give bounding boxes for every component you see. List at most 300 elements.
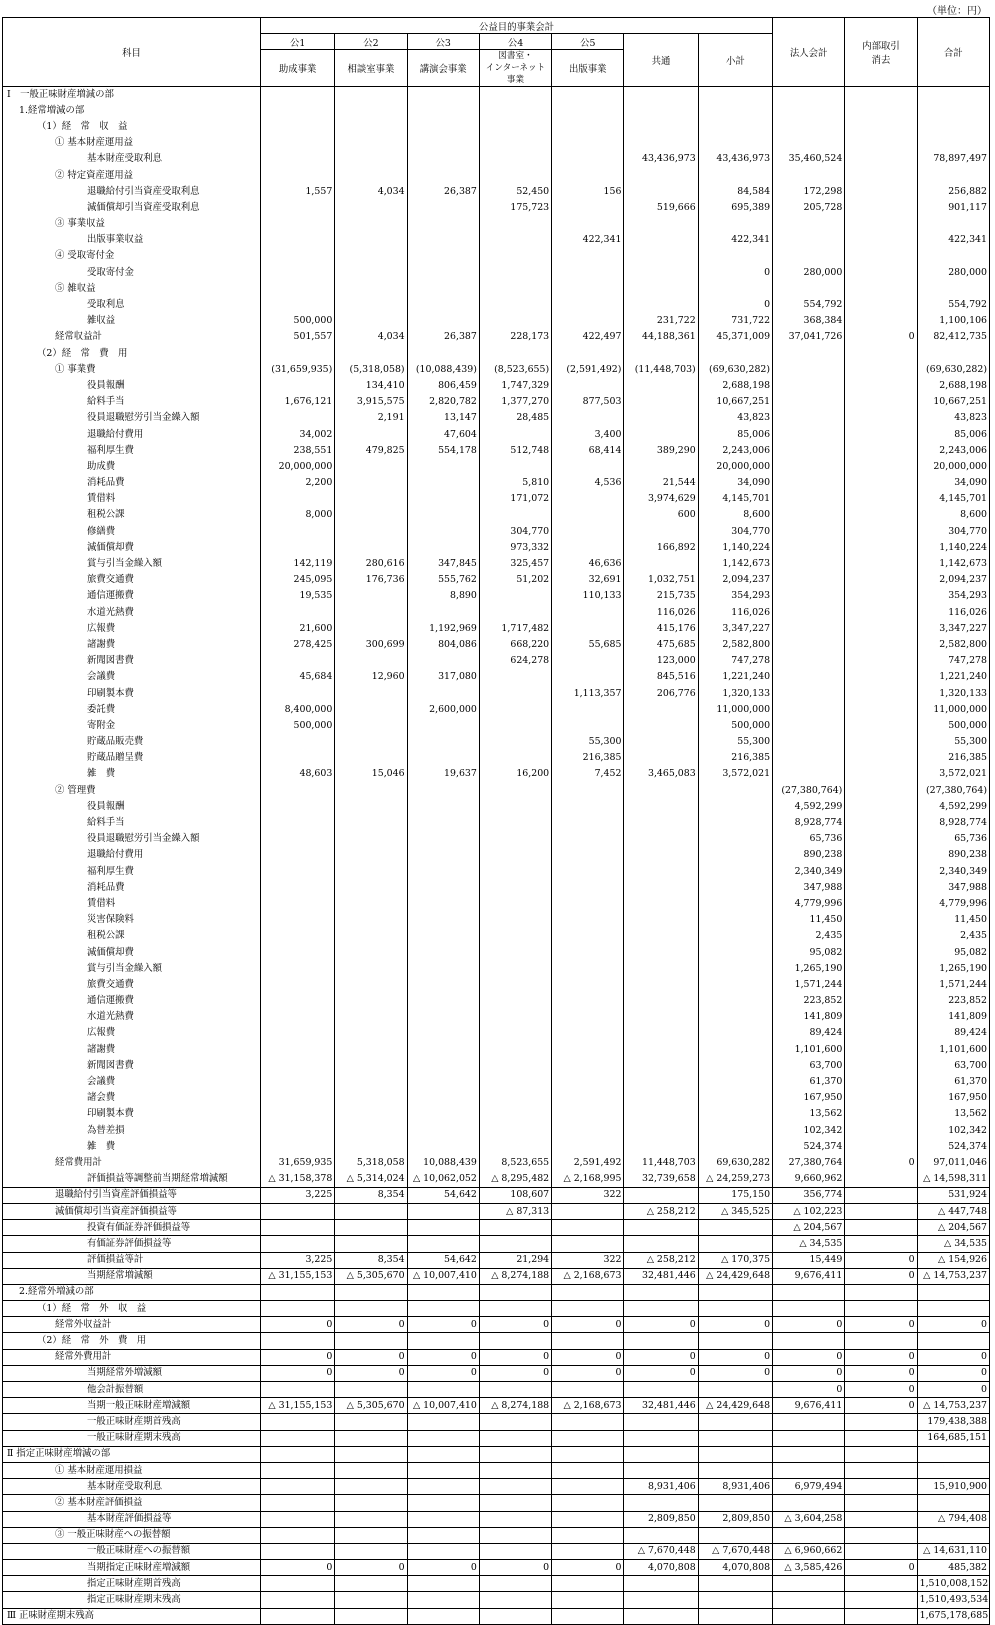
cell-value: 0 — [773, 1317, 845, 1333]
cell-value — [552, 1479, 624, 1495]
cell-value: (27,380,764) — [773, 783, 845, 799]
cell-value: △ 31,158,378 — [261, 1171, 335, 1187]
cell-value — [552, 1123, 624, 1139]
cell-value — [479, 1123, 551, 1139]
cell-value — [624, 556, 698, 572]
cell-value: 68,414 — [552, 443, 624, 459]
cell-value — [261, 1220, 335, 1236]
cell-value: 1,140,224 — [698, 540, 772, 556]
cell-value — [479, 1106, 551, 1122]
cell-value: 1,265,190 — [773, 961, 845, 977]
cell-value — [261, 524, 335, 540]
cell-value: 55,300 — [698, 734, 772, 750]
cell-value — [335, 248, 407, 264]
table-row — [3, 507, 990, 523]
cell-value: 1,101,600 — [773, 1042, 845, 1058]
cell-value — [698, 912, 772, 928]
cell-value: 8,928,774 — [773, 815, 845, 831]
cell-value — [845, 1592, 917, 1608]
cell-value: △ 24,259,273 — [698, 1171, 772, 1187]
row-label: 基本財産受取利息 — [3, 151, 261, 167]
cell-value: 415,176 — [624, 621, 698, 637]
cell-value — [407, 1220, 479, 1236]
cell-value — [552, 1527, 624, 1543]
cell-value — [479, 1284, 551, 1300]
cell-value — [479, 507, 551, 523]
cell-value — [845, 1446, 917, 1462]
cell-value — [552, 540, 624, 556]
cell-value: 0 — [698, 1317, 772, 1333]
row-label: ② 基本財産評価損益 — [3, 1495, 261, 1511]
cell-value — [773, 718, 845, 734]
table-row — [3, 1171, 990, 1187]
unit-note: （単位：円） — [927, 6, 987, 17]
cell-value — [335, 1284, 407, 1300]
cell-value — [479, 459, 551, 475]
cell-value — [479, 1576, 551, 1592]
cell-value — [335, 750, 407, 766]
cell-value — [773, 766, 845, 782]
cell-value — [335, 1333, 407, 1349]
cell-value: 0 — [335, 1560, 407, 1576]
cell-value — [552, 1414, 624, 1430]
cell-value: 8,890 — [407, 588, 479, 604]
row-label: 退職給付引当資産評価損益等 — [3, 1187, 261, 1203]
cell-value — [845, 556, 917, 572]
cell-value — [624, 1495, 698, 1511]
cell-value: 89,424 — [773, 1025, 845, 1041]
row-label: （2）経 常 費 用 — [3, 346, 261, 362]
cell-value — [845, 1058, 917, 1074]
cell-value — [845, 637, 917, 653]
row-label: 受取利息 — [3, 297, 261, 313]
cell-value — [845, 1301, 917, 1317]
row-label: 当期指定正味財産増減額 — [3, 1560, 261, 1576]
cell-value: 4,592,299 — [917, 799, 989, 815]
cell-value — [552, 1284, 624, 1300]
cell-value — [773, 475, 845, 491]
cell-value — [773, 410, 845, 426]
row-label: 諸謝費 — [3, 637, 261, 653]
cell-value — [335, 1220, 407, 1236]
cell-value — [698, 864, 772, 880]
cell-value — [407, 475, 479, 491]
cell-value — [407, 1414, 479, 1430]
table-row — [3, 524, 990, 540]
cell-value — [552, 507, 624, 523]
cell-value — [624, 831, 698, 847]
cell-value — [552, 281, 624, 297]
cell-value: 2,582,800 — [698, 637, 772, 653]
cell-value: 347,845 — [407, 556, 479, 572]
cell-value — [845, 783, 917, 799]
row-label: 有価証券評価損益等 — [3, 1236, 261, 1252]
cell-value — [407, 961, 479, 977]
cell-value — [698, 928, 772, 944]
table-row — [3, 1268, 990, 1284]
cell-value — [479, 1511, 551, 1527]
cell-value — [261, 491, 335, 507]
statement-table — [2, 17, 990, 1625]
cell-value — [917, 1462, 989, 1478]
cell-value — [845, 961, 917, 977]
cell-value — [335, 1042, 407, 1058]
cell-value — [407, 1090, 479, 1106]
cell-value — [335, 346, 407, 362]
cell-value — [773, 426, 845, 442]
cell-value: 26,387 — [407, 184, 479, 200]
cell-value: 1,557 — [261, 184, 335, 200]
cell-value: 141,809 — [773, 1009, 845, 1025]
cell-value: 61,370 — [917, 1074, 989, 1090]
cell-value — [261, 1543, 335, 1559]
cell-value — [552, 1333, 624, 1349]
cell-value — [552, 1139, 624, 1155]
cell-value: 82,412,735 — [917, 329, 989, 345]
cell-value: 175,150 — [698, 1187, 772, 1203]
cell-value — [845, 297, 917, 313]
cell-value — [845, 184, 917, 200]
cell-value — [845, 977, 917, 993]
cell-value: 280,000 — [773, 265, 845, 281]
table-row — [3, 1025, 990, 1041]
cell-value: △ 10,007,410 — [407, 1268, 479, 1284]
cell-value — [335, 103, 407, 119]
cell-value: 0 — [845, 1155, 917, 1171]
cell-value — [407, 103, 479, 119]
row-label: Ⅱ 指定正味財産増減の部 — [3, 1446, 261, 1462]
cell-value: 1,101,600 — [917, 1042, 989, 1058]
row-label: 経常費用計 — [3, 1155, 261, 1171]
cell-value: △ 87,313 — [479, 1203, 551, 1219]
cell-value: 422,341 — [917, 232, 989, 248]
cell-value — [845, 1139, 917, 1155]
cell-value: 123,000 — [624, 653, 698, 669]
cell-value — [335, 1495, 407, 1511]
cell-value — [773, 1301, 845, 1317]
row-label: Ⅰ 一般正味財産増減の部 — [3, 87, 261, 103]
cell-value — [479, 1090, 551, 1106]
cell-value — [698, 880, 772, 896]
cell-value — [552, 605, 624, 621]
cell-value — [845, 1576, 917, 1592]
cell-value: 2,820,782 — [407, 394, 479, 410]
cell-value: 43,436,973 — [624, 151, 698, 167]
row-label: 印刷製本費 — [3, 685, 261, 701]
header-total: 合計 — [917, 18, 989, 87]
cell-value — [698, 87, 772, 103]
cell-value — [261, 1608, 335, 1624]
cell-value — [624, 248, 698, 264]
cell-value — [845, 621, 917, 637]
cell-value — [335, 912, 407, 928]
cell-value — [773, 232, 845, 248]
row-label: 役員報酬 — [3, 378, 261, 394]
cell-value — [261, 410, 335, 426]
cell-value: △ 8,274,188 — [479, 1268, 551, 1284]
cell-value: 223,852 — [917, 993, 989, 1009]
cell-value — [335, 685, 407, 701]
cell-value: 422,341 — [552, 232, 624, 248]
cell-value: 5,318,058 — [335, 1155, 407, 1171]
cell-value — [261, 1025, 335, 1041]
cell-value — [335, 734, 407, 750]
cell-value — [407, 524, 479, 540]
cell-value — [479, 669, 551, 685]
cell-value — [845, 1203, 917, 1219]
table-row — [3, 702, 990, 718]
cell-value — [407, 1527, 479, 1543]
row-label: 減価償却引当資産評価損益等 — [3, 1203, 261, 1219]
cell-value — [552, 248, 624, 264]
cell-value: (31,659,935) — [261, 362, 335, 378]
cell-value: 0 — [845, 1365, 917, 1381]
cell-value — [479, 1462, 551, 1478]
cell-value: 0 — [624, 1317, 698, 1333]
cell-value — [479, 103, 551, 119]
cell-value: 89,424 — [917, 1025, 989, 1041]
cell-value: 78,897,497 — [917, 151, 989, 167]
cell-value: 500,000 — [917, 718, 989, 734]
cell-value — [261, 1074, 335, 1090]
cell-value — [335, 200, 407, 216]
cell-value — [261, 831, 335, 847]
table-row — [3, 783, 990, 799]
cell-value: 108,607 — [479, 1187, 551, 1203]
cell-value: 845,516 — [624, 669, 698, 685]
cell-value — [698, 783, 772, 799]
cell-value: 32,481,446 — [624, 1268, 698, 1284]
cell-value — [624, 1592, 698, 1608]
cell-value: 347,988 — [773, 880, 845, 896]
header-business-name: 助成事業 — [261, 50, 335, 87]
cell-value: 0 — [479, 1365, 551, 1381]
cell-value — [917, 167, 989, 183]
cell-value: 0 — [917, 1382, 989, 1398]
cell-value — [261, 799, 335, 815]
cell-value: 4,779,996 — [917, 896, 989, 912]
table-row — [3, 475, 990, 491]
cell-value: 223,852 — [773, 993, 845, 1009]
cell-value — [407, 248, 479, 264]
cell-value — [698, 1123, 772, 1139]
cell-value: 8,354 — [335, 1252, 407, 1268]
cell-value — [624, 1576, 698, 1592]
row-label: 広報費 — [3, 621, 261, 637]
cell-value: 2,582,800 — [917, 637, 989, 653]
cell-value — [698, 977, 772, 993]
cell-value: 0 — [845, 1317, 917, 1333]
cell-value — [479, 702, 551, 718]
cell-value — [624, 993, 698, 1009]
cell-value: 278,425 — [261, 637, 335, 653]
row-label: ① 基本財産運用益 — [3, 135, 261, 151]
table-row — [3, 1430, 990, 1446]
cell-value: 102,342 — [773, 1123, 845, 1139]
cell-value — [261, 1462, 335, 1478]
cell-value — [261, 912, 335, 928]
cell-value — [624, 896, 698, 912]
cell-value — [261, 864, 335, 880]
cell-value — [479, 1139, 551, 1155]
cell-value — [698, 831, 772, 847]
cell-value — [698, 167, 772, 183]
cell-value: 231,722 — [624, 313, 698, 329]
cell-value — [624, 1284, 698, 1300]
cell-value: (11,448,703) — [624, 362, 698, 378]
cell-value: 0 — [845, 329, 917, 345]
cell-value — [335, 896, 407, 912]
cell-value: 3,572,021 — [698, 766, 772, 782]
header-business-name: 相談室事業 — [335, 50, 407, 87]
cell-value: △ 31,155,153 — [261, 1268, 335, 1284]
cell-value: 55,300 — [917, 734, 989, 750]
cell-value: 3,400 — [552, 426, 624, 442]
cell-value: 8,600 — [698, 507, 772, 523]
row-label: 一般正味財産期首残高 — [3, 1414, 261, 1430]
header-public-group: 公益目的事業会計 — [261, 18, 773, 34]
table-row — [3, 912, 990, 928]
cell-value: 8,928,774 — [917, 815, 989, 831]
cell-value — [407, 346, 479, 362]
cell-value — [845, 864, 917, 880]
cell-value — [698, 1106, 772, 1122]
cell-value: △ 3,585,426 — [773, 1560, 845, 1576]
cell-value — [845, 1511, 917, 1527]
cell-value — [335, 880, 407, 896]
cell-value — [773, 653, 845, 669]
cell-value: 8,600 — [917, 507, 989, 523]
cell-value — [698, 1009, 772, 1025]
cell-value — [335, 1608, 407, 1624]
cell-value — [335, 815, 407, 831]
cell-value — [845, 928, 917, 944]
cell-value — [773, 1495, 845, 1511]
cell-value: 1,265,190 — [917, 961, 989, 977]
header-business-name: 講演会事業 — [407, 50, 479, 87]
cell-value: 519,666 — [624, 200, 698, 216]
cell-value — [335, 540, 407, 556]
table-row — [3, 799, 990, 815]
cell-value: 28,485 — [479, 410, 551, 426]
cell-value: 3,225 — [261, 1187, 335, 1203]
row-label: 役員退職慰労引当金繰入額 — [3, 831, 261, 847]
cell-value — [624, 524, 698, 540]
cell-value: 4,779,996 — [773, 896, 845, 912]
cell-value — [698, 1576, 772, 1592]
cell-value: 8,931,406 — [698, 1479, 772, 1495]
cell-value — [335, 151, 407, 167]
cell-value — [698, 1414, 772, 1430]
row-label: 当期一般正味財産増減額 — [3, 1398, 261, 1414]
cell-value: △ 5,305,670 — [335, 1398, 407, 1414]
cell-value — [552, 912, 624, 928]
cell-value — [624, 1446, 698, 1462]
cell-value: 1,675,178,685 — [917, 1608, 989, 1624]
cell-value — [335, 718, 407, 734]
cell-value — [261, 1511, 335, 1527]
table-row — [3, 443, 990, 459]
cell-value — [479, 912, 551, 928]
cell-value — [917, 1284, 989, 1300]
cell-value — [845, 1527, 917, 1543]
cell-value — [552, 119, 624, 135]
cell-value: 1,320,133 — [917, 685, 989, 701]
cell-value: 2,340,349 — [917, 864, 989, 880]
cell-value — [261, 685, 335, 701]
cell-value — [773, 734, 845, 750]
cell-value — [407, 815, 479, 831]
cell-value — [335, 831, 407, 847]
cell-value: 300,699 — [335, 637, 407, 653]
cell-value: △ 10,062,052 — [407, 1171, 479, 1187]
cell-value: 1,747,329 — [479, 378, 551, 394]
header-code: 公3 — [407, 34, 479, 50]
cell-value: 347,988 — [917, 880, 989, 896]
table-row — [3, 329, 990, 345]
table-row — [3, 1252, 990, 1268]
cell-value: 304,770 — [479, 524, 551, 540]
cell-value: 8,523,655 — [479, 1155, 551, 1171]
cell-value — [845, 766, 917, 782]
cell-value — [407, 1042, 479, 1058]
cell-value — [624, 1025, 698, 1041]
cell-value: 10,667,251 — [917, 394, 989, 410]
cell-value — [335, 524, 407, 540]
table-row — [3, 378, 990, 394]
cell-value: 2,094,237 — [698, 572, 772, 588]
cell-value: 0 — [773, 1365, 845, 1381]
cell-value: 4,145,701 — [698, 491, 772, 507]
cell-value: (5,318,058) — [335, 362, 407, 378]
cell-value — [407, 1592, 479, 1608]
row-label: 指定正味財産期首残高 — [3, 1576, 261, 1592]
cell-value — [407, 977, 479, 993]
cell-value — [917, 135, 989, 151]
cell-value — [552, 1025, 624, 1041]
cell-value — [479, 232, 551, 248]
cell-value — [479, 1220, 551, 1236]
cell-value — [845, 734, 917, 750]
row-label: 会議費 — [3, 669, 261, 685]
cell-value: △ 2,168,995 — [552, 1171, 624, 1187]
table-row — [3, 1462, 990, 1478]
cell-value — [773, 1576, 845, 1592]
cell-value — [261, 378, 335, 394]
table-row — [3, 410, 990, 426]
cell-value — [552, 1576, 624, 1592]
cell-value: 65,736 — [917, 831, 989, 847]
cell-value — [335, 1382, 407, 1398]
cell-value — [773, 1333, 845, 1349]
cell-value — [335, 977, 407, 993]
cell-value: △ 794,408 — [917, 1511, 989, 1527]
cell-value — [845, 1430, 917, 1446]
cell-value — [335, 281, 407, 297]
cell-value: 0 — [261, 1365, 335, 1381]
cell-value — [552, 1608, 624, 1624]
cell-value: 171,072 — [479, 491, 551, 507]
cell-value: 2,688,198 — [698, 378, 772, 394]
cell-value — [479, 135, 551, 151]
cell-value — [407, 1123, 479, 1139]
cell-value — [479, 1414, 551, 1430]
cell-value — [552, 459, 624, 475]
header-code: 公1 — [261, 34, 335, 50]
cell-value — [407, 718, 479, 734]
cell-value: △ 258,212 — [624, 1203, 698, 1219]
cell-value: 5,810 — [479, 475, 551, 491]
